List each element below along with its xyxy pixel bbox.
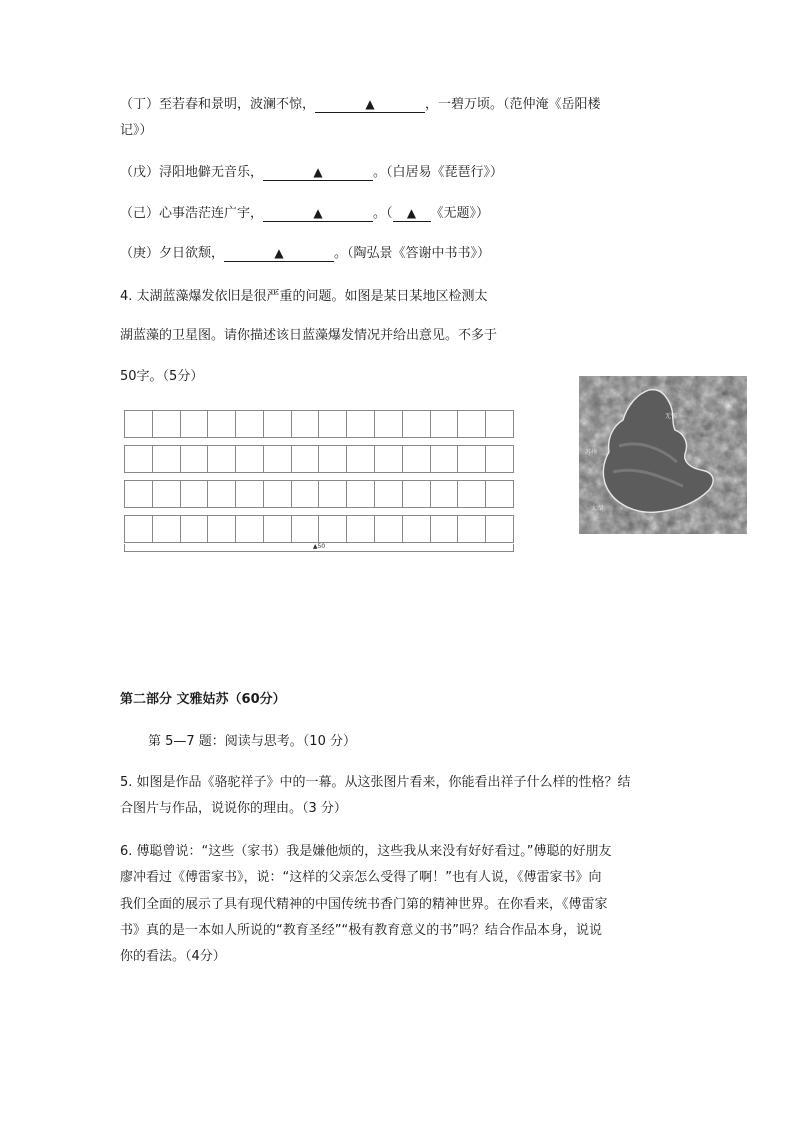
poem-title: 《无题》） (430, 206, 490, 221)
grid-cell[interactable] (458, 411, 486, 437)
poem-source-cont: 记》） (120, 123, 153, 138)
grid-cell[interactable] (264, 446, 292, 472)
answer-blank[interactable] (263, 206, 373, 222)
answer-blank[interactable] (315, 97, 425, 113)
satellite-image (579, 376, 747, 534)
answer-grid[interactable] (124, 410, 514, 552)
grid-cell[interactable] (458, 516, 486, 542)
q6-line4: 书》真的是一本如人所说的“教育圣经”“极有教育意义的书”吗？结合作品本身，说说 (120, 923, 602, 938)
grid-cell[interactable] (208, 411, 236, 437)
grid-cell[interactable] (319, 516, 347, 542)
triangle-icon: ▲ (274, 246, 284, 260)
grid-cell[interactable] (403, 411, 431, 437)
grid-cell[interactable] (347, 516, 375, 542)
grid-cell[interactable] (153, 446, 181, 472)
grid-cell[interactable] (431, 481, 459, 507)
q5-line1: 5. 如图是作品《骆驼祥子》中的一幕。从这张图片看来，你能看出祥子什么样的性格？结 (120, 775, 631, 790)
grid-cell[interactable] (486, 411, 513, 437)
grid-cell[interactable] (458, 446, 486, 472)
grid-cell[interactable] (208, 516, 236, 542)
grid-cell[interactable] (236, 446, 264, 472)
grid-cell[interactable] (403, 516, 431, 542)
poem-text: （庚）夕日欲颓， (120, 246, 225, 261)
grid-cell[interactable] (264, 411, 292, 437)
map-label: 太湖 (591, 505, 604, 512)
grid-cell[interactable] (236, 481, 264, 507)
grid-cell[interactable] (236, 411, 264, 437)
grid-cell[interactable] (236, 516, 264, 542)
grid-cell[interactable] (181, 411, 209, 437)
grid-cell[interactable] (486, 481, 513, 507)
grid-cell[interactable] (292, 411, 320, 437)
grid-cell[interactable] (125, 411, 153, 437)
grid-row[interactable] (124, 480, 514, 508)
map-label: 苏州 (585, 449, 598, 456)
grid-cell[interactable] (181, 481, 209, 507)
grid-cell[interactable] (458, 481, 486, 507)
part2-heading: 第二部分 文雅姑苏（60分） (120, 692, 286, 707)
q6-line3: 我们全面的展示了具有现代精神的中国传统书香门第的精神世界。在你看来，《傅雷家 (120, 897, 608, 912)
triangle-icon: ▲ (313, 206, 323, 220)
q4-line3: 50字。（5分） (120, 369, 204, 384)
grid-cell[interactable] (375, 446, 403, 472)
triangle-icon: ▲ (313, 165, 323, 179)
grid-cell[interactable] (125, 481, 153, 507)
grid-cell[interactable] (125, 516, 153, 542)
poem-line-ding (120, 96, 601, 114)
poem-source: 。（白居易《琵琶行》） (373, 165, 504, 180)
part2-subheading: 第 5—7 题：阅读与思考。（10 分） (148, 734, 356, 749)
triangle-icon: ▲ (406, 206, 417, 220)
triangle-icon: ▲ (365, 97, 375, 111)
grid-row[interactable] (124, 410, 514, 438)
grid-cell[interactable] (208, 481, 236, 507)
grid-cell[interactable] (292, 516, 320, 542)
grid-row[interactable] (124, 515, 514, 543)
poem-source: ，一碧万顷。（范仲淹《岳阳楼 (425, 97, 601, 112)
grid-cell[interactable] (431, 446, 459, 472)
answer-blank[interactable] (224, 246, 334, 262)
q4-line2: 湖蓝藻的卫星图。请你描述该日蓝藻爆发情况并给出意见。不多于 (120, 328, 498, 343)
poem-text: （己）心事浩茫连广宇， (120, 206, 264, 221)
grid-cell[interactable] (486, 446, 513, 472)
map-label: 无锡 (665, 413, 678, 420)
grid-cell[interactable] (264, 481, 292, 507)
grid-cell[interactable] (375, 481, 403, 507)
answer-blank[interactable] (263, 165, 373, 181)
q6-line1: 6. 傅聪曾说：“这些（家书）我是嫌他烦的，这些我从来没有好好看过。”傅聪的好朋友 (120, 844, 612, 859)
poem-line-geng (120, 245, 490, 263)
grid-cell[interactable] (181, 446, 209, 472)
grid-cell[interactable] (486, 516, 513, 542)
grid-cell[interactable] (347, 446, 375, 472)
grid-cell[interactable] (319, 446, 347, 472)
word-count-mark: ▲50 (312, 543, 326, 550)
grid-row[interactable] (124, 445, 514, 473)
grid-cell[interactable] (181, 516, 209, 542)
grid-cell[interactable] (153, 411, 181, 437)
grid-cell[interactable] (347, 481, 375, 507)
grid-cell[interactable] (319, 481, 347, 507)
grid-cell[interactable] (153, 516, 181, 542)
poem-line-ji (120, 205, 489, 223)
poem-line-ding-cont (120, 122, 153, 140)
grid-cell[interactable] (431, 516, 459, 542)
q4-line1: 4. 太湖蓝藻爆发依旧是很严重的问题。如图是某日某地区检测太 (120, 289, 488, 304)
grid-cell[interactable] (375, 411, 403, 437)
poem-text: （戊）浔阳地僻无音乐， (120, 165, 264, 180)
grid-cell[interactable] (264, 516, 292, 542)
poem-line-wu (120, 164, 503, 182)
grid-cell[interactable] (292, 481, 320, 507)
grid-cell[interactable] (125, 446, 153, 472)
q5-line2: 合图片与作品，说说你的理由。（3 分） (120, 801, 347, 816)
grid-cell[interactable] (347, 411, 375, 437)
q6-line5: 你的看法。（4分） (120, 949, 226, 964)
poem-text: （丁）至若春和景明，波澜不惊， (120, 97, 316, 112)
grid-cell[interactable] (208, 446, 236, 472)
grid-cell[interactable] (403, 481, 431, 507)
grid-cell[interactable] (403, 446, 431, 472)
grid-cell[interactable] (431, 411, 459, 437)
grid-cell[interactable] (319, 411, 347, 437)
grid-cell[interactable] (292, 446, 320, 472)
grid-cell[interactable] (153, 481, 181, 507)
grid-cell[interactable] (375, 516, 403, 542)
poem-source: 。（陶弘景《答谢中书书》） (334, 246, 491, 261)
poem-source: 。（ (373, 206, 393, 221)
author-blank[interactable] (393, 206, 431, 222)
q6-line2: 廖冲看过《傅雷家书》，说：“这样的父亲怎么受得了啊！”也有人说，《傅雷家书》向 (120, 870, 602, 885)
